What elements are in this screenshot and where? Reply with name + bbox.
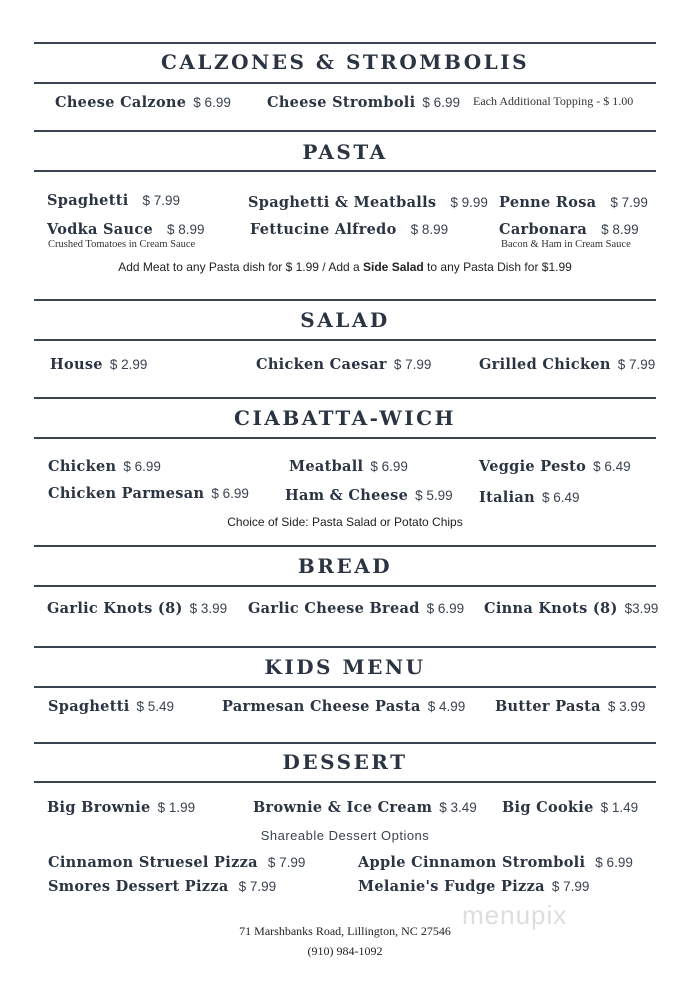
note-bold: Side Salad — [363, 260, 424, 274]
address: 71 Marshbanks Road, Lillington, NC 27546 — [239, 924, 451, 938]
item-name: Melanie's Fudge Pizza — [358, 878, 545, 895]
item-name: Carbonara — [499, 221, 588, 238]
item-name: Fettucine Alfredo — [250, 221, 397, 238]
divider — [34, 545, 656, 547]
section-title-bread: BREAD — [297, 554, 393, 578]
item-name: Cinna Knots (8) — [484, 600, 618, 617]
menu-item — [47, 219, 205, 240]
menu-item — [48, 483, 249, 504]
item-price: $ 7.99 — [238, 879, 277, 894]
item-price: $ 7.99 — [142, 193, 181, 208]
item-name: Chicken Caesar — [256, 356, 387, 373]
phone: (910) 984-1092 — [307, 944, 383, 958]
item-name: Italian — [479, 489, 535, 506]
item-price: $ 1.49 — [600, 800, 639, 815]
item-price: $ 7.99 — [617, 357, 656, 372]
item-description: Bacon & Ham in Cream Sauce — [501, 239, 631, 250]
divider — [34, 585, 656, 587]
divider — [34, 339, 656, 341]
item-price: $ 7.99 — [551, 879, 590, 894]
menupix-watermark: menupix — [462, 900, 568, 930]
item-name: Garlic Cheese Bread — [248, 600, 420, 617]
menu-item — [222, 696, 465, 717]
item-price: $ 3.99 — [189, 601, 228, 616]
item-price: $ 9.99 — [450, 195, 488, 210]
menu-item — [47, 190, 180, 211]
item-name: Veggie Pesto — [479, 458, 587, 475]
item-name: Big Brownie — [47, 799, 151, 816]
menu-item — [248, 598, 464, 619]
section-title-dessert: DESSERT — [282, 750, 408, 774]
item-name: Chicken Parmesan — [48, 485, 205, 502]
item-name: Smores Dessert Pizza — [48, 878, 229, 895]
divider — [34, 781, 656, 783]
item-price: $ 4.99 — [427, 699, 466, 714]
item-name: Garlic Knots (8) — [47, 600, 183, 617]
menu-item — [479, 487, 579, 508]
menu-item — [358, 852, 633, 873]
item-price: $ 6.99 — [426, 601, 465, 616]
menu-item — [48, 456, 161, 477]
menu-item — [48, 876, 276, 897]
item-name: Cinnamon Struesel Pizza — [48, 854, 258, 871]
item-price: $ 7.99 — [267, 855, 306, 870]
section-title-calzones: CALZONES & STROMBOLIS — [160, 50, 530, 74]
item-price: $ 5.99 — [415, 488, 453, 503]
item-price: $ 2.99 — [109, 357, 148, 372]
menu-item — [256, 354, 431, 375]
item-price: $ 8.99 — [410, 222, 449, 237]
menu-item — [253, 797, 477, 818]
pasta-addon-note — [0, 260, 690, 274]
divider — [34, 397, 656, 399]
item-price: $3.99 — [624, 601, 659, 616]
menu-item — [502, 797, 638, 818]
item-name: Grilled Chicken — [479, 356, 611, 373]
menu-item — [495, 696, 645, 717]
menu-item — [48, 696, 174, 717]
item-description: Crushed Tomatoes in Cream Sauce — [48, 239, 196, 250]
section-title-ciabatta: CIABATTA-WICH — [234, 406, 456, 430]
divider — [34, 686, 656, 688]
item-name: House — [50, 356, 103, 373]
item-price: $ 6.99 — [595, 855, 633, 870]
item-price: $ 7.99 — [610, 195, 648, 210]
item-price: $ 5.49 — [136, 699, 175, 714]
item-name: Parmesan Cheese Pasta — [222, 698, 421, 715]
item-name: Chicken — [48, 458, 117, 475]
divider — [34, 437, 656, 439]
menu-item — [55, 92, 231, 113]
menu-item — [250, 219, 448, 240]
menu-item — [499, 219, 639, 240]
item-price: $ 1.99 — [157, 800, 196, 815]
item-name: Cheese Calzone — [55, 94, 187, 111]
menu-item — [48, 852, 305, 873]
menu-item — [499, 192, 648, 213]
item-price: $ 6.99 — [193, 95, 231, 110]
divider — [34, 130, 656, 132]
divider — [34, 299, 656, 301]
item-price: $ 6.49 — [541, 490, 580, 505]
divider — [34, 42, 656, 44]
menu-item — [285, 485, 453, 506]
item-price: $ 6.99 — [211, 486, 249, 501]
menu-item — [289, 456, 408, 477]
shareable-subtitle: Shareable Dessert Options — [260, 828, 430, 843]
item-name: Butter Pasta — [495, 698, 601, 715]
note-text: Add Meat to any Pasta dish for $ 1.99 / Add a — [118, 260, 364, 274]
section-title-pasta: PASTA — [302, 140, 388, 164]
menu-item — [267, 92, 460, 113]
item-name: Ham & Cheese — [285, 487, 409, 504]
item-price: $ 8.99 — [166, 222, 205, 237]
divider — [34, 82, 656, 84]
divider — [34, 646, 656, 648]
item-name: Vodka Sauce — [47, 221, 153, 238]
item-name: Spaghetti — [47, 192, 129, 209]
item-name: Big Cookie — [502, 799, 594, 816]
item-price: $ 6.99 — [370, 459, 408, 474]
item-name: Brownie & Ice Cream — [253, 799, 433, 816]
menu-item — [479, 456, 631, 477]
menu-item — [484, 598, 658, 619]
divider — [34, 742, 656, 744]
item-name: Cheese Stromboli — [267, 94, 416, 111]
item-price: $ 6.99 — [422, 95, 460, 110]
item-name: Apple Cinnamon Stromboli — [358, 854, 586, 871]
item-price: $ 8.99 — [601, 222, 639, 237]
topping-note: Each Additional Topping - $ 1.00 — [473, 94, 634, 108]
item-name: Meatball — [289, 458, 364, 475]
note-text: to any Pasta Dish for $1.99 — [423, 260, 572, 274]
item-price: $ 3.99 — [607, 699, 646, 714]
item-price: $ 7.99 — [393, 357, 432, 372]
item-name: Penne Rosa — [499, 194, 597, 211]
menu-item — [47, 797, 195, 818]
section-title-kids: KIDS MENU — [264, 655, 426, 679]
menu-item — [479, 354, 655, 375]
item-name: Spaghetti & Meatballs — [248, 194, 437, 211]
item-price: $ 6.99 — [123, 459, 161, 474]
item-price: $ 3.49 — [439, 800, 477, 815]
item-price: $ 6.49 — [593, 459, 631, 474]
menu-item — [358, 876, 589, 897]
divider — [34, 170, 656, 172]
menu-item — [248, 192, 488, 213]
side-note: Choice of Side: Pasta Salad or Potato Chips — [227, 515, 463, 529]
item-name: Spaghetti — [48, 698, 130, 715]
menu-item — [47, 598, 227, 619]
menu-item — [50, 354, 147, 375]
section-title-salad: SALAD — [300, 308, 390, 332]
